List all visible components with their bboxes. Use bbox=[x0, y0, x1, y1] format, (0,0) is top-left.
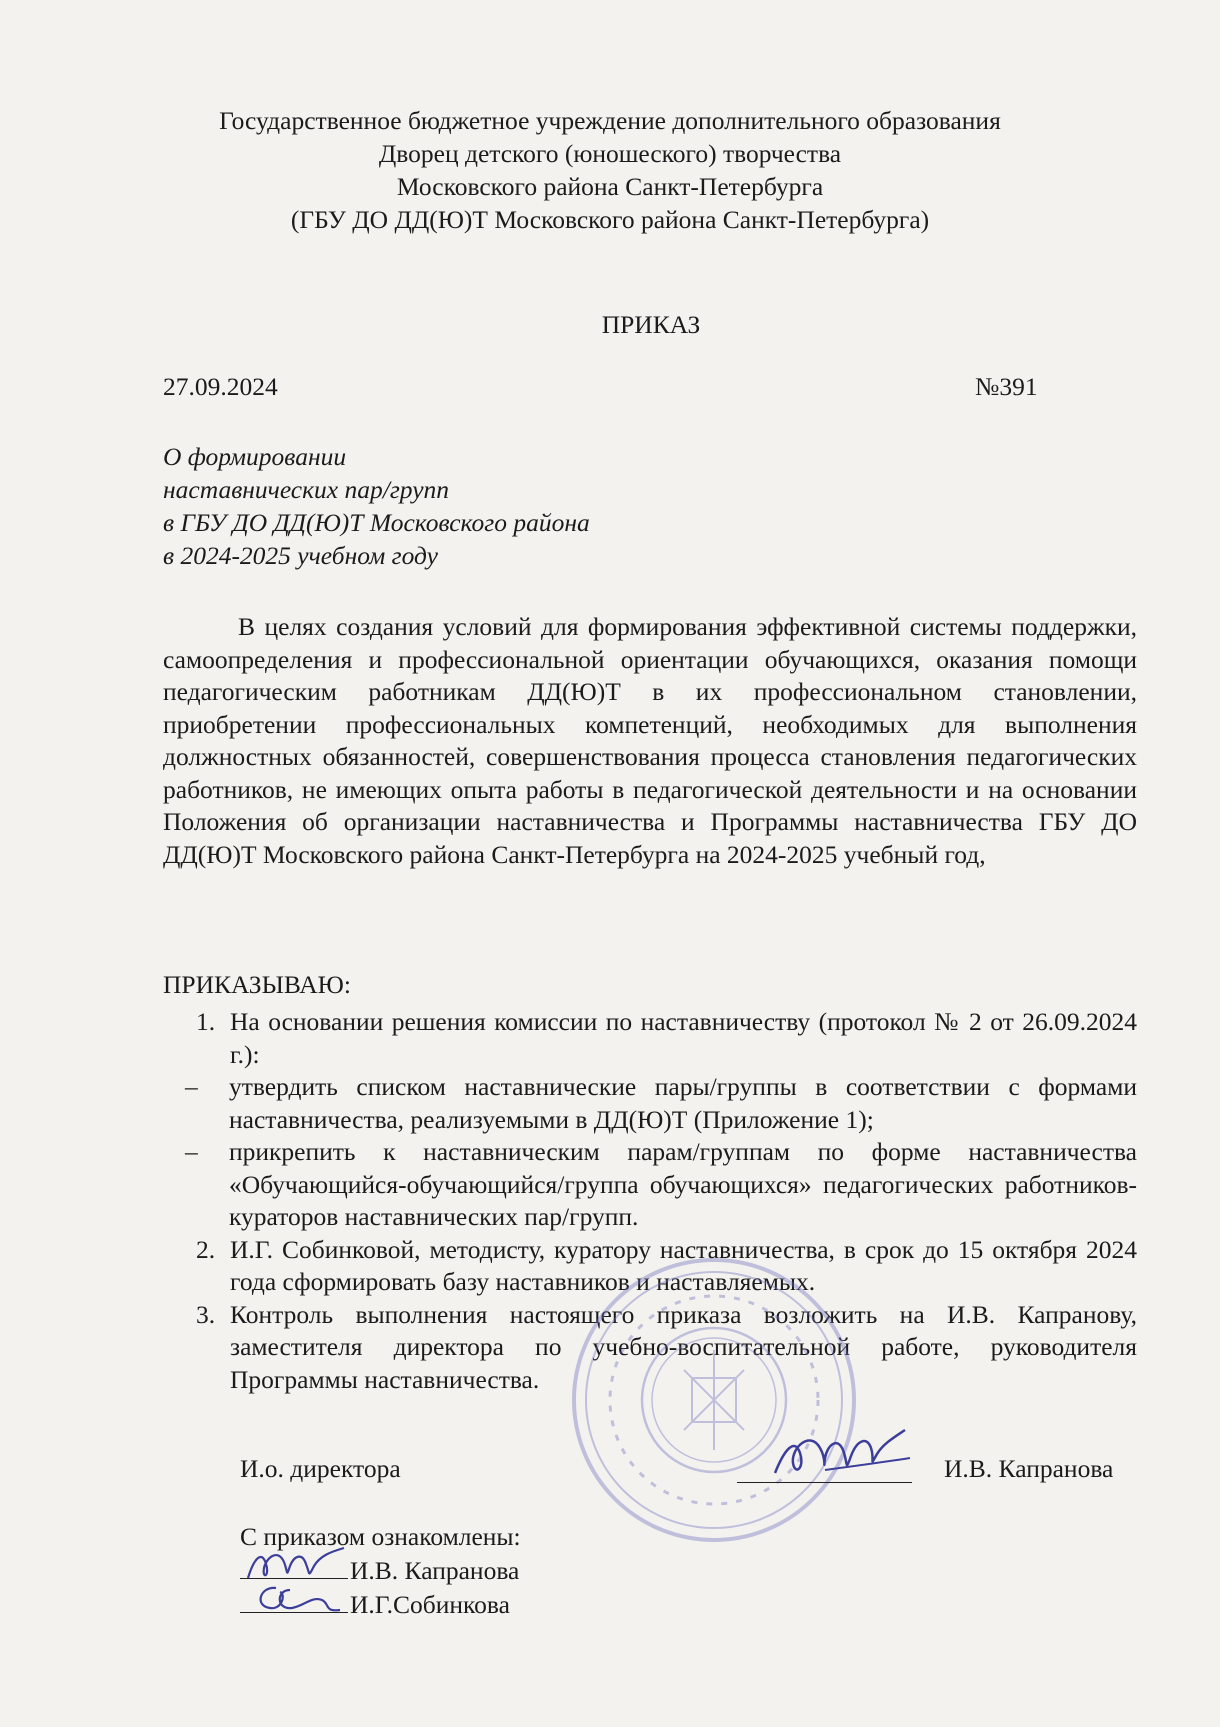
order-item bbox=[163, 1006, 1137, 1071]
header-line: Московского района Санкт-Петербурга bbox=[396, 172, 824, 201]
preamble-paragraph: В целях создания условий для формирования эффективной системы поддержки, самоопределения и профессиональной ориентации обучающихся, оказания помощи педагогическим работникам ДД(Ю)Т в их профессиональном становлении, приобретении профессиональных компетенций, необходимых для выполнения должностных обязанностей, совершенствования процесса становления педагогических работников, не имеющих опыта работы в педагогической деятельности и на основании Положения об организации наставничества и Программы наставничества ГБУ ДО ДД(Ю)Т Московского района Санкт-Петербурга на 2024-2025 учебный год, bbox=[163, 612, 1137, 869]
acknowledgement-name: И.В. Капранова bbox=[350, 1556, 520, 1585]
item-text: На основании решения комиссии по наставничеству (протокол № 2 от 26.09.2024 г.): bbox=[230, 1007, 1137, 1069]
acknowledgement-name: И.Г.Собинкова bbox=[350, 1590, 510, 1619]
document-title: ПРИКАЗ bbox=[601, 310, 701, 339]
item-number: 3. bbox=[196, 1299, 216, 1329]
subject-line: в 2024-2025 учебном году bbox=[163, 541, 438, 570]
item-number: 2. bbox=[196, 1234, 216, 1264]
item-text: Контроль выполнения настоящего приказа возложить на И.В. Капранову, заместителя директора по учебно-воспитательной работе, руководителя Программы наставничества. bbox=[230, 1299, 1137, 1394]
document-date: 27.09.2024 bbox=[163, 372, 278, 401]
signatory-name: И.В. Капранова bbox=[944, 1454, 1114, 1483]
document-subject bbox=[163, 440, 590, 572]
subject-line: О формировании bbox=[163, 442, 347, 471]
subject-line: наставнических пар/групп bbox=[163, 475, 450, 504]
order-word: ПРИКАЗЫВАЮ: bbox=[163, 970, 351, 999]
order-subitem bbox=[163, 1071, 1137, 1136]
header-line: Государственное бюджетное учреждение дополнительного образования bbox=[219, 106, 1001, 135]
acknowledgement-signature bbox=[246, 1576, 346, 1620]
item-dash: – bbox=[185, 1072, 198, 1101]
item-text: прикрепить к наставническим парам/группам по форме наставничества «Обучающийся-обучающийся/группа обучающихся» педагогических работников-кураторов наставнических пар/групп. bbox=[229, 1137, 1137, 1231]
header-line: Дворец детского (юношеского) творчества bbox=[378, 139, 842, 168]
organization-header bbox=[0, 104, 1220, 236]
round-stamp-icon bbox=[564, 1250, 864, 1550]
document-number: №391 bbox=[975, 372, 1038, 401]
director-signature bbox=[765, 1418, 915, 1488]
signatory-role: И.о. директора bbox=[240, 1454, 401, 1483]
acknowledgement-title: С приказом ознакомлены: bbox=[240, 1522, 521, 1551]
item-number: 1. bbox=[196, 1007, 216, 1036]
subject-line: в ГБУ ДО ДД(Ю)Т Московского района bbox=[163, 508, 590, 537]
header-line: (ГБУ ДО ДД(Ю)Т Московского района Санкт-Петербурга) bbox=[290, 205, 930, 234]
item-text: утвердить списком наставнические пары/группы в соответствии с формами наставничества, реализуемыми в ДД(Ю)Т (Приложение 1); bbox=[229, 1072, 1137, 1134]
item-text: И.Г. Собинковой, методисту, куратору наставничества, в срок до 15 октября 2024 года сформировать базу наставников и наставляемых. bbox=[230, 1234, 1137, 1296]
order-subitem bbox=[163, 1136, 1137, 1234]
item-dash: – bbox=[185, 1137, 198, 1166]
